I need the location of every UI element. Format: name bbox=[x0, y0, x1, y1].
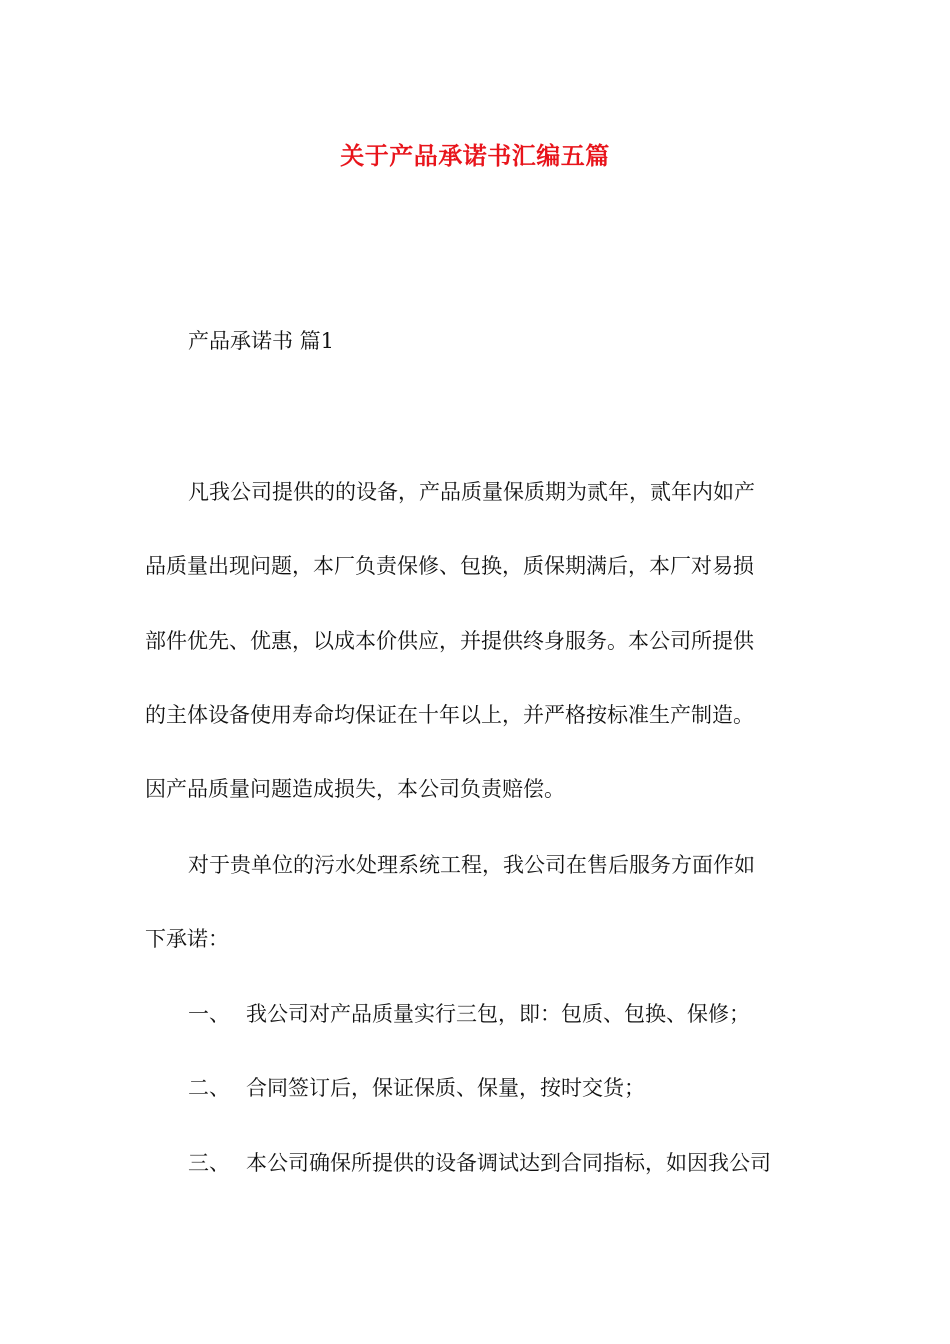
list-item-text: 我公司对产品质量实行三包，即：包质、包换、保修； bbox=[246, 1002, 750, 1026]
section-heading: 产品承诺书 篇1 bbox=[188, 329, 335, 353]
document-title: 关于产品承诺书汇编五篇 bbox=[340, 141, 610, 170]
list-item-number: 三、 bbox=[188, 1151, 230, 1175]
paragraph-line: 对于贵单位的污水处理系统工程，我公司在售后服务方面作如 bbox=[188, 853, 755, 877]
list-item-number: 二、 bbox=[188, 1076, 230, 1100]
paragraph-line: 的主体设备使用寿命均保证在十年以上，并严格按标准生产制造。 bbox=[145, 703, 754, 727]
list-item-text: 合同签订后，保证保质、保量，按时交货； bbox=[246, 1076, 645, 1100]
paragraph-line: 品质量出现问题，本厂负责保修、包换，质保期满后，本厂对易损 bbox=[145, 554, 754, 578]
paragraph-line: 凡我公司提供的的设备，产品质量保质期为贰年，贰年内如产 bbox=[188, 480, 755, 504]
list-item-text: 本公司确保所提供的设备调试达到合同指标，如因我公司 bbox=[246, 1151, 771, 1175]
list-item-number: 一、 bbox=[188, 1002, 230, 1026]
paragraph-line: 因产品质量问题造成损失，本公司负责赔偿。 bbox=[145, 777, 565, 801]
paragraph-line: 部件优先、优惠，以成本价供应，并提供终身服务。本公司所提供 bbox=[145, 629, 754, 653]
paragraph-line: 下承诺： bbox=[145, 927, 229, 951]
